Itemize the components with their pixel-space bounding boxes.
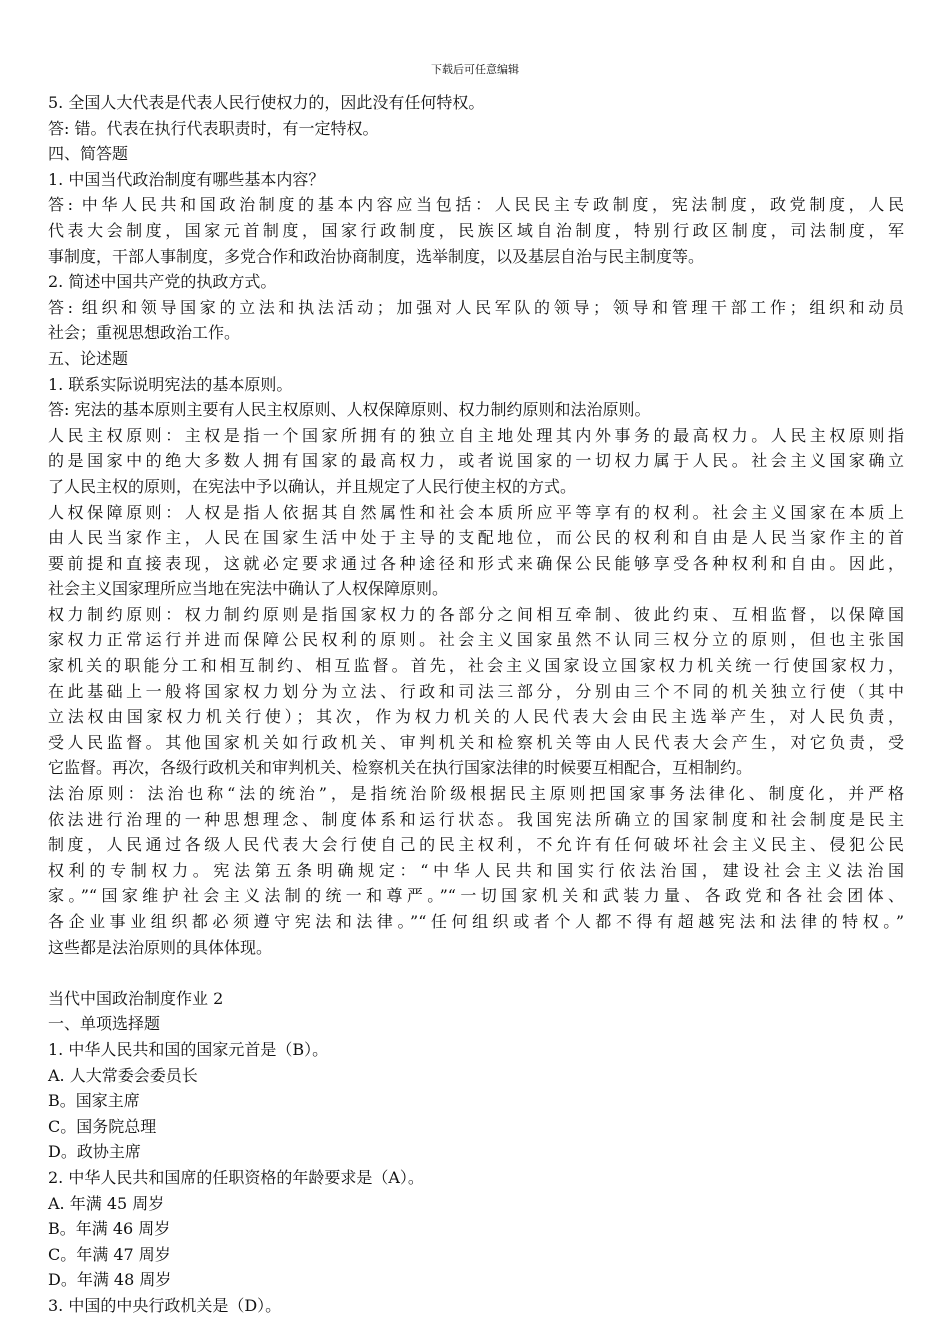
text-line: 答: 组织和领导国家的立法和执法活动；加强对人民军队的领导；领导和管理干部工作；组织和动员 (48, 297, 904, 317)
text-line: 受人民监督。其他国家机关如行政机关、审判机关和检察机关等由人民代表大会产生，对它负责，受 (48, 732, 904, 752)
text-line: 社会主义国家理所应当地在宪法中确认了人权保障原则。 (48, 579, 449, 599)
text-line: 家权力正常运行并进而保障公民权利的原则。社会主义国家虽然不认同三权分立的原则，但也主张国 (48, 630, 904, 650)
text-line: D。政协主席 (48, 1142, 141, 1162)
text-line: 人权保障原则：人权是指人依据其自然属性和社会本质所应平等享有的权利。社会主义国家在本质上 (48, 502, 904, 522)
text-line: 由人民当家作主，人民在国家生活中处于主导的支配地位，而公民的权利和自由是人民当家作主的首 (48, 528, 904, 548)
text-line: 答: 错。代表在执行代表职责时，有一定特权。 (48, 118, 379, 138)
text-line: 立法权由国家权力机关行使）；其次，作为权力机关的人民代表大会由民主选举产生，对人民负责， (48, 707, 904, 727)
text-line: 1. 中国当代政治制度有哪些基本内容？ (48, 169, 325, 189)
text-line (48, 960, 904, 986)
text-line: 事制度，干部人事制度，多党合作和政治协商制度，选举制度，以及基层自治与民主制度等。 (48, 246, 705, 266)
text-line: 要前提和直接表现，这就必定要求通过各种途径和形式来确保公民能够享受各种权利和自由。因此， (48, 553, 904, 573)
text-line: 这些都是法治原则的具体体现。 (48, 937, 273, 957)
text-line: 家。”“国家维护社会主义法制的统一和尊严。”“一切国家机关和武装力量、各政党和各社会团体、 (48, 886, 904, 906)
text-line: B。年满 46 周岁 (48, 1219, 171, 1239)
text-line: 各企业事业组织都必须遵守宪法和法律。”“任何组织或者个人都不得有超越宪法和法律的特权。” (48, 912, 904, 931)
text-line: 人民主权原则：主权是指一个国家所拥有的独立自主地处理其内外事务的最高权力。人民主权原则指 (48, 425, 904, 445)
text-line: 代表大会制度，国家元首制度，国家行政制度，民族区域自治制度，特别行政区制度，司法制度，军 (48, 220, 904, 240)
text-line: B。国家主席 (48, 1091, 140, 1111)
text-line: 3. 中国的中央行政机关是（D）。 (48, 1295, 282, 1315)
document-body (48, 90, 904, 1319)
text-line: 权利的专制权力。宪法第五条明确规定：“中华人民共和国实行依法治国，建设社会主义法治国 (48, 860, 904, 880)
text-line: 2. 简述中国共产党的执政方式。 (48, 272, 277, 292)
text-line: A. 年满 45 周岁 (48, 1193, 165, 1213)
text-line: 依法进行治理的一种思想理念、制度体系和运行状态。我国宪法所确立的国家制度和社会制度是民主 (48, 809, 904, 829)
text-line: C。国务院总理 (48, 1116, 157, 1136)
text-line: 答: 宪法的基本原则主要有人民主权原则、人权保障原则、权力制约原则和法治原则。 (48, 400, 651, 420)
text-line: 社会；重视思想政治工作。 (48, 323, 241, 343)
text-line: 法治原则：法治也称“法的统治”，是指统治阶级根据民主原则把国家事务法律化、制度化，并严格 (48, 784, 904, 804)
text-line: C。年满 47 周岁 (48, 1244, 171, 1264)
text-line: 的是国家中的绝大多数人拥有国家的最高权力，或者说国家的一切权力属于人民。社会主义国家确立 (48, 451, 904, 471)
text-line: 当代中国政治制度作业 2 (48, 988, 224, 1008)
text-line: 权力制约原则：权力制约原则是指国家权力的各部分之间相互牵制、彼此约束、互相监督，以保障国 (48, 604, 904, 624)
text-line: 2. 中华人民共和国席的任职资格的年龄要求是（A）。 (48, 1167, 424, 1187)
text-line: D。年满 48 周岁 (48, 1270, 172, 1290)
text-line: 答: 中华人民共和国政治制度的基本内容应当包括：人民民主专政制度，宪法制度，政党制度，人民 (48, 195, 904, 215)
text-line: 它监督。再次，各级行政机关和审判机关、检察机关在执行国家法律的时候要互相配合，互相制约。 (48, 758, 753, 778)
text-line: 一、单项选择题 (48, 1014, 161, 1034)
text-line: 1. 联系实际说明宪法的基本原则。 (48, 374, 293, 394)
text-line: 家机关的职能分工和相互制约、相互监督。首先，社会主义国家设立国家权力机关统一行使国家权力， (48, 656, 904, 676)
text-line: 了人民主权的原则，在宪法中予以确认，并且规定了人民行使主权的方式。 (48, 476, 577, 496)
text-line: 制度，人民通过各级人民代表大会行使自己的民主权利，不允许有任何破坏社会主义民主、侵犯公民 (48, 835, 904, 855)
page-header: 下载后可任意编辑 (431, 63, 519, 76)
text-line: 5. 全国人大代表是代表人民行使权力的，因此没有任何特权。 (48, 93, 485, 112)
text-line: A. 人大常委会委员长 (48, 1065, 198, 1085)
text-line: 1. 中华人民共和国的国家元首是（B）。 (48, 1039, 329, 1059)
text-line: 四、简答题 (48, 144, 129, 164)
text-line: 五、论述题 (48, 348, 129, 368)
text-line: 在此基础上一般将国家权力划分为立法、行政和司法三部分，分别由三个不同的机关独立行使（其中 (48, 681, 904, 701)
